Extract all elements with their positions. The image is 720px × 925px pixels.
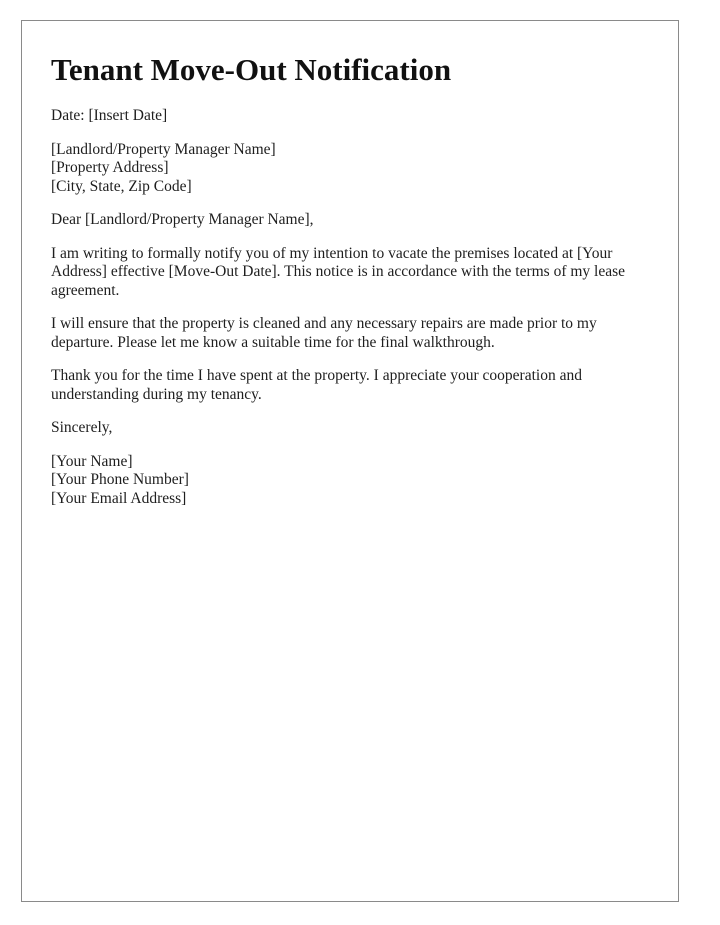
body-paragraph-thanks: Thank you for the time I have spent at the property. I appreciate your cooperation and understanding during my tenancy. [51,367,582,403]
sender-phone: [Your Phone Number] [51,471,189,488]
sender-block [51,453,651,509]
recipient-block [51,141,651,197]
letter-page [21,20,679,902]
sender-name: [Your Name] [51,452,133,470]
recipient-name: [Landlord/Property Manager Name] [51,140,276,158]
salutation: Dear [Landlord/Property Manager Name], [51,211,314,228]
body-paragraph-notice: I am writing to formally notify you of my intention to vacate the premises located at [Your Address] effective [Move-Out Date]. This notice is in accordance with the terms of my lease agreement. [51,244,626,299]
body-paragraph-cleaning: I will ensure that the property is cleaned and any necessary repairs are made prior to my departure. Please let me know a suitable time for the final walkthrough. [51,315,597,351]
letter-content [51,51,651,523]
recipient-address: [Property Address] [51,159,169,176]
sender-email: [Your Email Address] [51,489,187,507]
closing: Sincerely, [51,419,113,436]
recipient-city-state-zip: [City, State, Zip Code] [51,177,192,195]
letter-title: Tenant Move-Out Notification [51,52,452,87]
date-line: Date: [Insert Date] [51,107,168,124]
